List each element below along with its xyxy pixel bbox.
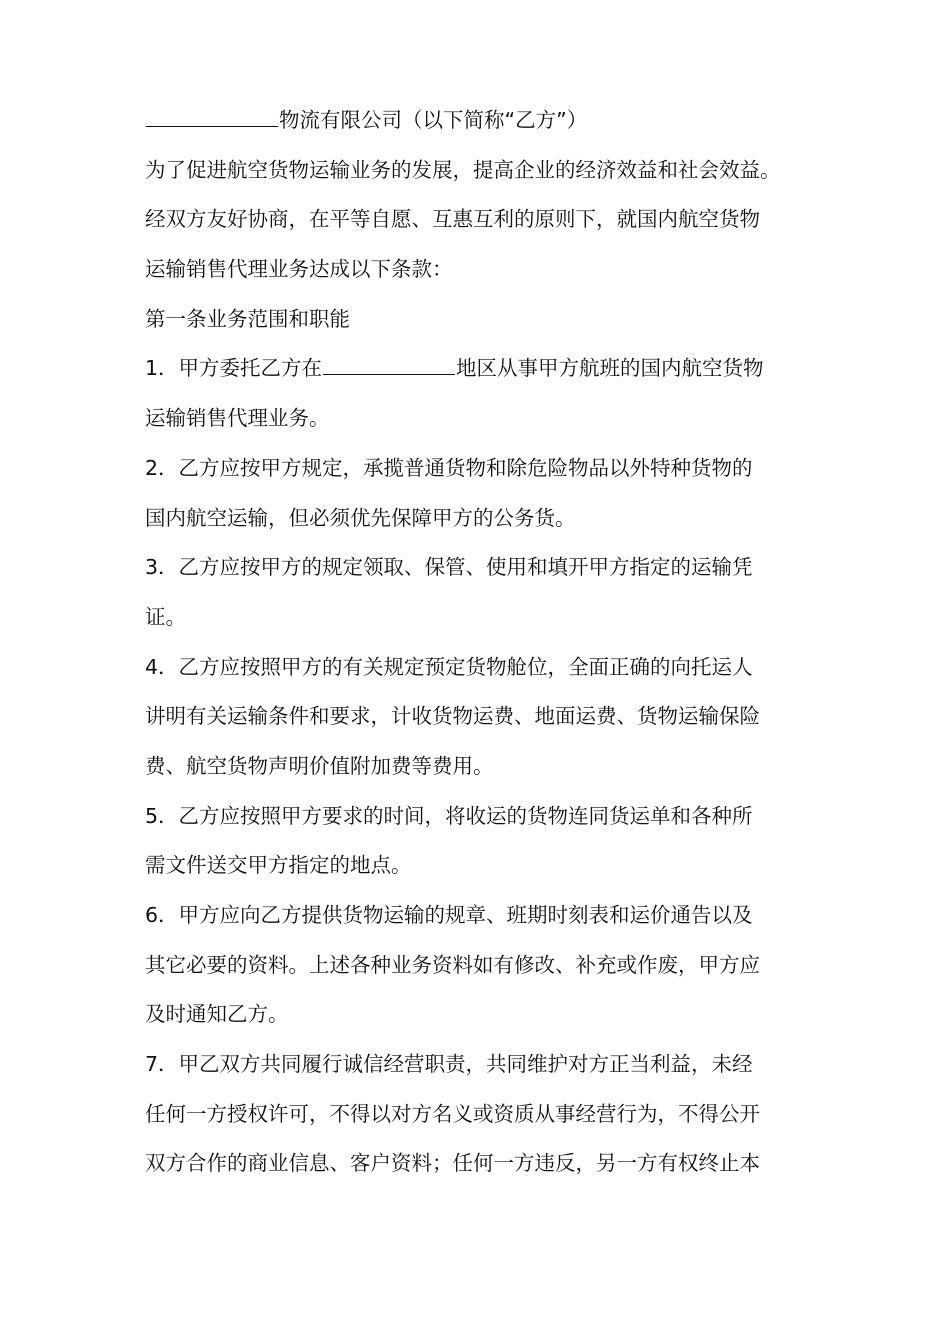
clause-5-line-2: 需文件送交甲方指定的地点。 bbox=[145, 853, 412, 878]
clause-7-line-1: 7．甲乙双方共同履行诚信经营职责，共同维护对方正当利益，未经 bbox=[145, 1052, 753, 1077]
clause-2-line-2: 国内航空运输，但必须优先保障甲方的公务货。 bbox=[145, 505, 576, 530]
clause-1-line-1 bbox=[145, 350, 825, 400]
clause-5-line-1: 5．乙方应按照甲方要求的时间，将收运的货物连同货运单和各种所 bbox=[145, 803, 753, 828]
company-name-blank bbox=[146, 106, 278, 127]
clause-4-line-2: 讲明有关运输条件和要求，计收货物运费、地面运费、货物运输保险 bbox=[145, 704, 760, 729]
document-body bbox=[145, 102, 825, 1195]
clause-2-line-1: 2．乙方应按甲方规定，承揽普通货物和除危险物品以外特种货物的 bbox=[145, 455, 753, 480]
clause-4-line-3: 费、航空货物声明价值附加费等费用。 bbox=[145, 753, 494, 778]
clause-3-line-2: 证。 bbox=[145, 604, 186, 629]
clause-4-line-1: 4．乙方应按照甲方的有关规定预定货物舱位，全面正确的向托运人 bbox=[145, 654, 753, 679]
clause-6-line-2: 其它必要的资料。上述各种业务资料如有修改、补充或作废，甲方应 bbox=[145, 952, 760, 977]
article-title: 第一条业务范围和职能 bbox=[145, 306, 350, 331]
intro-line-3: 运输销售代理业务达成以下条款： bbox=[145, 257, 453, 282]
clause-1-prefix: 1．甲方委托乙方在 bbox=[145, 356, 323, 381]
clause-3-line-1: 3．乙方应按甲方的规定领取、保管、使用和填开甲方指定的运输凭 bbox=[145, 555, 753, 580]
clause-7-line-2: 任何一方授权许可，不得以对方名义或资质从事经营行为，不得公开 bbox=[145, 1101, 760, 1126]
clause-1-line-2: 运输销售代理业务。 bbox=[145, 406, 330, 431]
header-line-text: 物流有限公司（以下简称“乙方”） bbox=[279, 108, 588, 132]
intro-line-2: 经双方友好协商，在平等自愿、互惠互利的原则下，就国内航空货物 bbox=[145, 207, 760, 232]
region-blank bbox=[323, 354, 455, 375]
header-line bbox=[145, 102, 825, 152]
clause-1-suffix: 地区从事甲方航班的国内航空货物 bbox=[456, 356, 764, 381]
clause-7-line-3: 双方合作的商业信息、客户资料；任何一方违反，另一方有权终止本 bbox=[145, 1151, 760, 1176]
intro-line-1: 为了促进航空货物运输业务的发展，提高企业的经济效益和社会效益。 bbox=[145, 157, 781, 182]
clause-6-line-3: 及时通知乙方。 bbox=[145, 1002, 289, 1027]
clause-6-line-1: 6．甲方应向乙方提供货物运输的规章、班期时刻表和运价通告以及 bbox=[145, 903, 753, 927]
